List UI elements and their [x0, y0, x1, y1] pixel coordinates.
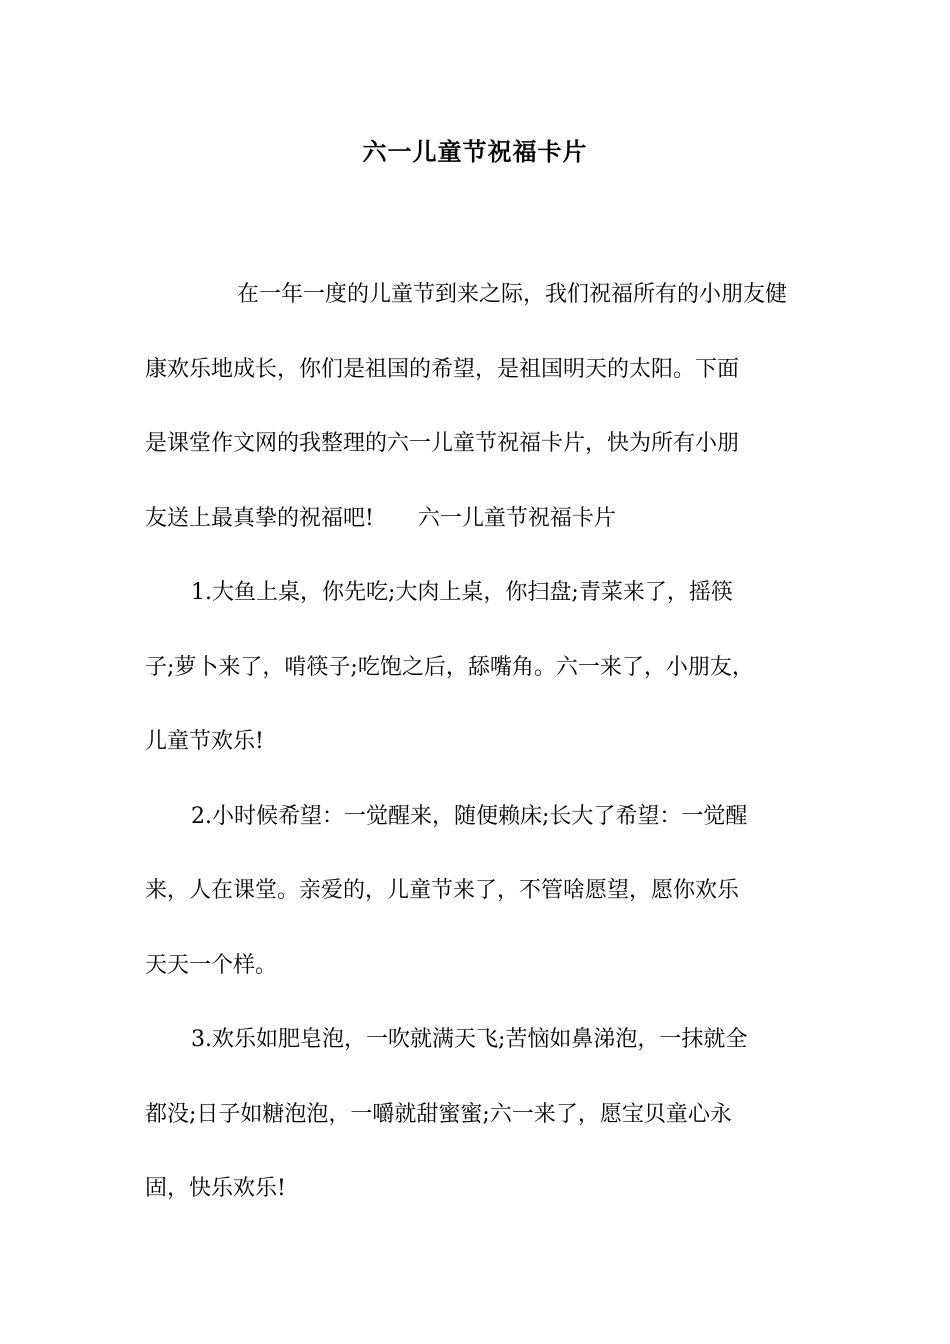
text-line: 1.大鱼上桌，你先吃;大肉上桌，你扫盘;青菜来了，摇筷	[191, 580, 733, 605]
text-line: 来，人在课堂。亲爱的，儿童节来了，不管啥愿望，愿你欢乐	[145, 878, 740, 903]
text-line: 康欢乐地成长，你们是祖国的希望，是祖国明天的太阳。下面	[145, 356, 740, 382]
document-body	[145, 258, 807, 1227]
text-line: 3.欢乐如肥皂泡，一吹就满天飞;苦恼如鼻涕泡，一抹就全	[191, 1027, 748, 1052]
text-line: 2.小时候希望：一觉醒来，随便赖床;长大了希望：一觉醒	[191, 803, 748, 829]
text-line: 固，快乐欢乐!	[145, 1176, 286, 1201]
page-title: 六一儿童节祝福卡片	[362, 137, 588, 166]
text-line: 子;萝卜来了，啃筷子;吃饱之后，舔嘴角。六一来了，小朋友，	[145, 654, 754, 680]
paragraph-wish-1	[145, 556, 807, 780]
text-line: 都没;日子如糖泡泡，一嚼就甜蜜蜜;六一来了，愿宝贝童心永	[145, 1101, 732, 1127]
section-heading: 六一儿童节祝福卡片	[417, 505, 616, 531]
paragraph-wish-3	[145, 1003, 807, 1227]
paragraph-intro	[145, 258, 807, 556]
text-fragment: 友送上最真挚的祝福吧!	[145, 505, 374, 531]
text-line: 儿童节欢乐!	[145, 729, 264, 754]
paragraph-wish-2	[145, 780, 807, 1004]
text-line: 是课堂作文网的我整理的六一儿童节祝福卡片，快为所有小朋	[145, 431, 740, 456]
text-line: 在一年一度的儿童节到来之际，我们祝福所有的小朋友健	[237, 282, 788, 307]
text-line: 天天一个样。	[145, 952, 278, 978]
text-line-mixed	[145, 482, 807, 557]
